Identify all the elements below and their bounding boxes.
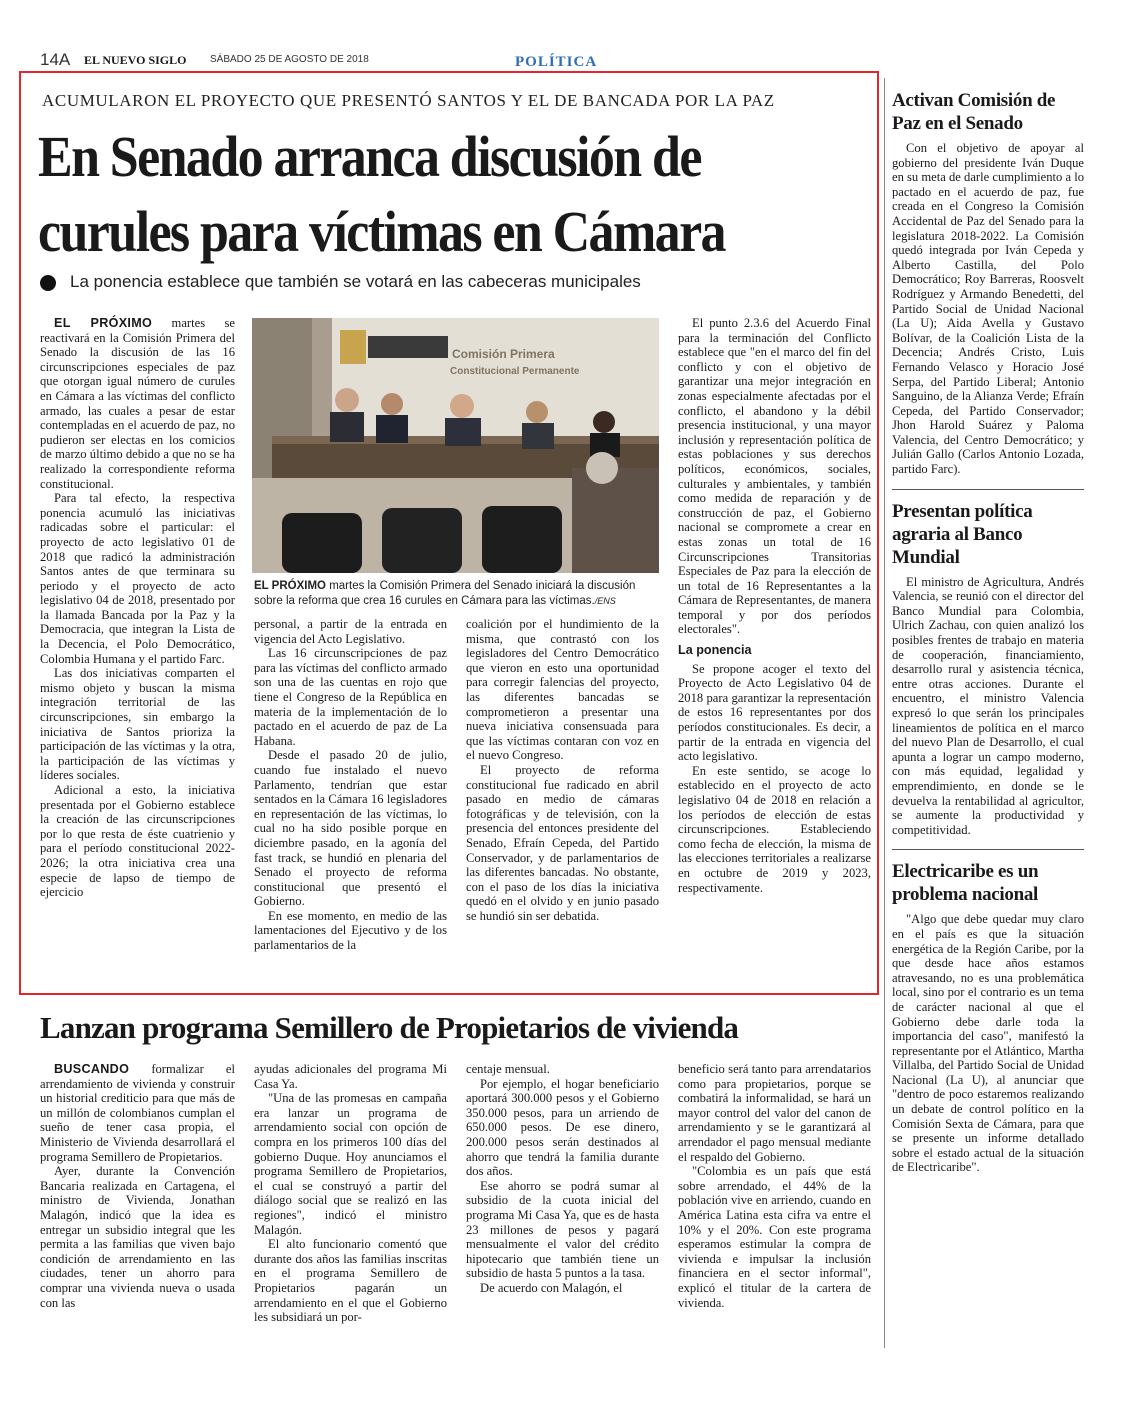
- paragraph: "Colombia es un país que está sobre arrendado, el 44% de la población vive en arriendo, cuando en América Latina esta cifra va entre el 10% y el 20%. Con este programa esperamos estimular la compra de vivienda e impulsar la inclusión financiera en el sector informal", explicó el titular de la cartera de vivienda.: [678, 1164, 871, 1310]
- paragraph: El alto funcionario comentó que durante dos años las familias inscritas en el programa Semillero de Propietarios pagarán un arrendamiento en el que el Gobierno les subsidiará un por-: [254, 1237, 447, 1325]
- caption-text: martes la Comisión Primera del Senado iniciará la discusión sobre la reforma que crea 16 curules en Cámara para las víctimas.: [254, 580, 636, 607]
- main-headline: [38, 120, 858, 270]
- paragraph: martes se reactivará en la Comisión Primera del Senado la discusión de las 16 circunscripciones especiales de paz que otorgan igual número de curules en Cámara a las víctimas del conflicto armado, las cuales a pesar de estar contempladas en el acuerdo de paz, no pudieron ser electas en los comicios de marzo último debido a que no se ha realizado la correspondiente reforma constitucional.: [40, 316, 235, 491]
- brief-title: Presentan política agraria al Banco Mundial: [892, 500, 1033, 568]
- subhead: La ponencia: [678, 643, 752, 658]
- paragraph: beneficio será tanto para arrendatarios como para propietarios, porque se combatirá la informalidad, se hará un mayor control del valor del canon de arrendamiento y se le garantizará al arrendador el pago mensual mediante el respaldo del Gobierno.: [678, 1062, 871, 1164]
- paragraph: ayudas adicionales del programa Mi Casa Ya.: [254, 1062, 447, 1091]
- paragraph: Desde el pasado 20 de julio, cuando fue instalado el nuevo Parlamento, tendrían que estar sentados en la Cámara 16 legisladores en representación de las víctimas, lo cual no ha sido posible porque en diciembre pasado, en la agonía del fast track, se hundió en plenaria del Senado el proyecto de reforma constitucional que presentó el Gobierno.: [254, 748, 447, 909]
- paragraph: Las 16 circunscripciones de paz para las víctimas del conflicto armado son una de las cuentas en rojo que tiene el Congreso de la República en materia de la implementación de lo pactado en el acuerdo de paz de La Habana.: [254, 646, 447, 748]
- paragraph: "Una de las promesas en campaña era lanzar un programa de arrendamiento social con opción de compra en los primeros 100 días del gobierno Duque. Hoy anunciamos el programa Semillero de Propietarios, el cual se construyó a partir del diálogo social que se realizó en las regiones", indicó el ministro Malagón.: [254, 1091, 447, 1237]
- caption-lead: EL PRÓXIMO: [254, 580, 326, 592]
- paragraph: formalizar el arrendamiento de vivienda y construir un historial crediticio para que más de un millón de colombianos cumplan el sueño de tener casa propia, el Ministerio de Vivienda desarrollará el programa Semillero de Propietarios.: [40, 1062, 235, 1164]
- brief-title: Activan Comisión de Paz en el Senado: [892, 90, 1056, 134]
- paragraph: Se propone acoger el texto del Proyecto de Acto Legislativo 04 de 2018 para garantizar la representación de estos 16 representantes por dos períodos constitucionales. Es decir, a partir de la entrada en vigencia del acto legislativo.: [678, 661, 871, 764]
- paragraph: Ese ahorro se podrá sumar al subsidio de la cuota inicial del programa Mi Casa Ya, que es de hasta 23 millones de pesos y pagará mensualmente el valor del crédito hipotecario que también tiene un subsidio de hasta 5 puntos a la tasa.: [466, 1178, 659, 1281]
- paragraph: El punto 2.3.6 del Acuerdo Final para la terminación del Conflicto establece que "en el marco del fin del conflicto y con el objetivo de garantizar una mejor integración en zonas especialmente afectadas por el conflicto, el abandono y la débil presencia institucional, y una mayor inclusión y representación política de estas poblaciones y sus derechos políticos, económicos, sociales, culturales y ambientales, y también como medida de reparación y de construcción de paz, el Gobierno nacional se compromete a crear en estas zonas un total de 16 Circunscripciones Transitorias Especiales de Paz para la elección de un total de 16 Representantes a la Cámara de Representantes, de manera temporal y por dos períodos electorales".: [678, 316, 871, 637]
- lead-in: EL PRÓXIMO: [54, 316, 153, 330]
- paragraph: Por ejemplo, el hogar beneficiario aportará 300.000 pesos y el Gobierno 350.000 pesos, para un arriendo de 650.000 pesos. De ese dinero, 200.000 pesos serán destinados al ahorro que tendrá la familia durante dos años.: [466, 1076, 659, 1179]
- photo-credit: /ENS: [594, 596, 616, 606]
- paragraph: De acuerdo con Malagón, el: [480, 1280, 623, 1295]
- paragraph: El proyecto de reforma constitucional fue radicado en abril pasado en medio de cámaras fotográficas y de televisión, con la presencia del entonces presidente del Senado, Efraín Cepeda, del Partido Conservador, y de parlamentarios de las diferentes bancadas. No obstante, con el paso de los días la iniciativa quedó en el olvido y en junio pasado se hundió sin ser debatida.: [466, 762, 659, 923]
- paragraph: Adicional a esto, la iniciativa presentada por el Gobierno establece la creación de las circunscripciones por lo que resta de éste cuatrienio y para el período constitucional 2022-2026; la otra iniciativa crea una especie de lapso de tiempo de ejercicio: [40, 783, 235, 900]
- paragraph: coalición por el hundimiento de la misma, que contrastó con los legisladores del Centro Democrático que vieron en esto una oportunidad para corregir falencias del proyecto, las diferentes bancadas se comprometieron a presentar una nueva iniciativa consensuada para que las víctimas contaran con voz en el nuevo Congreso.: [466, 617, 659, 763]
- newspaper-name: EL NUEVO SIGLO: [84, 53, 187, 67]
- headline-line-2: curules para víctimas en Cámara: [38, 200, 725, 265]
- sidebar: [892, 89, 1084, 1175]
- bullet-icon: [40, 275, 56, 291]
- issue-date: SÁBADO 25 DE AGOSTO DE 2018: [210, 54, 369, 65]
- photo-caption: [254, 579, 659, 609]
- brief-divider: [892, 849, 1084, 850]
- second-column-1: [40, 1062, 235, 1310]
- brief-title: Electricaribe es un problema nacional: [892, 861, 1039, 906]
- brief-divider: [892, 489, 1084, 490]
- section-label: POLÍTICA: [515, 54, 598, 70]
- paragraph: centaje mensual.: [466, 1062, 550, 1076]
- sidebar-divider: [884, 78, 885, 1348]
- kicker: ACUMULARON EL PROYECTO QUE PRESENTÓ SANTOS Y EL DE BANCADA POR LA PAZ: [42, 91, 775, 110]
- brief-body: "Algo que debe quedar muy claro en el país es que la situación energética de la Región Caribe, por la que desde hace años estamos atravesando, no es una problemática local, sino por el contrario es un tema de carácter nacional al que el Gobierno debe darle toda la importancia del caso", manifestó la representante por el Atlántico, Martha Villalba, del Partido Social de Unidad Nacional (La U), al anunciar que "dentro de poco estaremos realizando un debate de control político en la Comisión Sexta de Cámara, para que se presente un informe detallado sobre el estado actual de la situación de Electricaribe".: [892, 912, 1084, 1175]
- second-column-4: [678, 1062, 871, 1310]
- main-column-4: [678, 316, 871, 895]
- deck: [40, 272, 820, 294]
- second-column-3: [466, 1062, 659, 1296]
- brief-body: Con el objetivo de apoyar al gobierno del presidente Iván Duque en su meta de darle cumplimiento a lo pactado en el acuerdo de paz, fue creada en el Congreso la Comisión Accidental de Paz del Senado para la legislatura 2018-2022. La Comisión quedó integrada por Iván Cepeda y Alberto Castilla, del Polo Democrático; Roy Barreras, Roosvelt Rodríguez y Armando Benedetti, del Partido Social de Unidad Nacional (La U); Aida Avella y Gustavo Bolívar, de la Coalición Lista de la Decencia; Andrés Cristo, Luis Fernando Velasco y Horacio José Serpa, del Partido Liberal; Antonio Sanguino, de la Alianza Verde; Efraín Cepeda, del Partido Conservador; Jhon Harold Suárez y Paloma Valencia, del Centro Democrático; y Julián Gallo (Carlos Antonio Lozada, partido Farc).: [892, 141, 1084, 477]
- paragraph: En ese momento, en medio de las lamentaciones del Ejecutivo y de los parlamentarios de la: [254, 908, 447, 953]
- second-column-2: [254, 1062, 447, 1325]
- main-column-2: [254, 617, 447, 953]
- photo-wall-text-2: Constitucional Permanente: [450, 366, 580, 377]
- page-number: 14A: [40, 50, 71, 69]
- committee-photo-illustration: [252, 318, 659, 573]
- paragraph: En este sentido, se acoge lo establecido en el proyecto de acto legislativo 04 de 2018 en relación a los períodos de elección de estas circunscripciones. Estableciendo como fecha de elección, la misma de las elecciones territoriales a realizarse en octubre de 2019 y 2023, respectivamente.: [678, 763, 871, 895]
- brief-body: El ministro de Agricultura, Andrés Valencia, se reunió con el director del Banco Mundial para Colombia, Ulrich Zachau, con quien analizó los posibles frentes de trabajo en materia de cooperación, financiamiento, desarrollo rural y asistencia técnica, entre otras acciones. Durante el encuentro, el ministro Valencia expresó lo que serán los principales lineamientos de política en el marco del nuevo Plan de Desarrollo, el cual apunta a lograr un campo moderno, con más equidad, legalidad y emprendimiento, en donde se le devuelva la rentabilidad al agricultor, se aumente la productividad y competitividad.: [892, 574, 1084, 837]
- second-headline: Lanzan programa Semillero de Propietarios de vivienda: [40, 1010, 739, 1045]
- main-column-1: [40, 316, 235, 900]
- lead-in: BUSCANDO: [54, 1062, 130, 1076]
- paragraph: Para tal efecto, la respectiva ponencia acumuló las iniciativas radicadas sobre el particular: el proyecto de acto legislativo 01 de 2018 que radicó la administración Santos antes de que terminara su periodo y el proyecto de acto legislativo 04 de 2018, presentado por la llamada Bancada por la Paz y la Democracia, que integran la Lista de la Decencia, el Polo Democrático, Colombia Humana y el partido Farc.: [40, 491, 235, 666]
- deck-text: La ponencia establece que también se votará en las cabeceras municipales: [70, 272, 641, 291]
- paragraph: Ayer, durante la Convención Bancaria realizada en Cartagena, el ministro de Vivienda, Jonathan Malagón, indicó que la idea es entregar un subsidio integral que les permita a las familias que viven bajo condición de arrendamiento en las ciudades, tener un ahorro para comprar una vivienda nueva o usada con las: [40, 1164, 235, 1310]
- photo-wall-text-1: Comisión Primera: [452, 347, 555, 361]
- main-column-3: [466, 617, 659, 923]
- headline-line-1: En Senado arranca discusión de: [38, 125, 701, 190]
- paragraph: personal, a partir de la entrada en vigencia del Acto Legislativo.: [254, 617, 447, 646]
- paragraph: Las dos iniciativas comparten el mismo objeto y buscan la misma integración territorial de las circunscripciones, sin embargo la iniciativa de Santos prioriza la participación de las víctimas y la otra, la participación de las víctimas y líderes sociales.: [40, 666, 235, 783]
- page-header: [40, 50, 870, 72]
- news-photo: [252, 318, 659, 573]
